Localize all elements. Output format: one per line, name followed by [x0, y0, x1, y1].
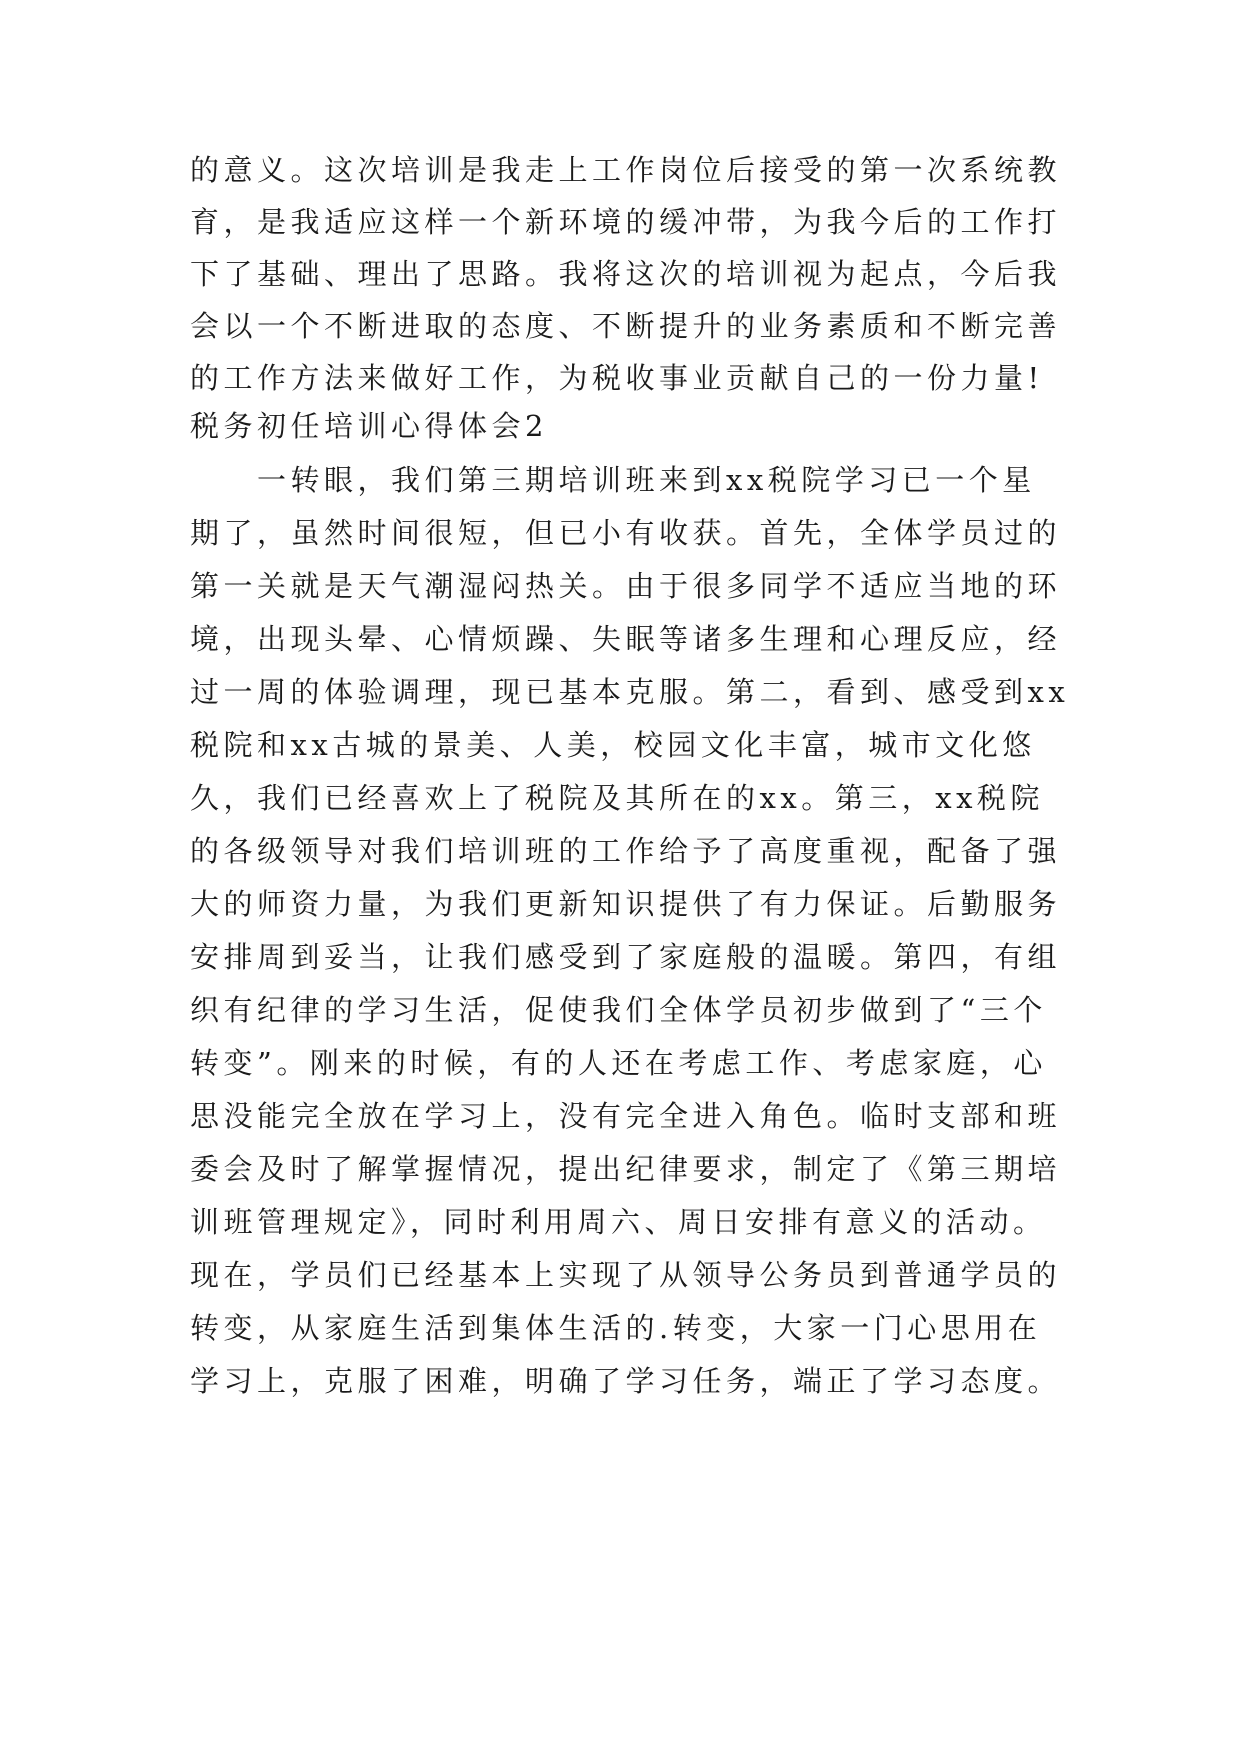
text-line: 现在，学员们已经基本上实现了从领导公务员到普通学员的 — [190, 1258, 1062, 1292]
text-line: 训班管理规定》，同时利用周六、周日安排有意义的活动。 — [190, 1205, 1047, 1239]
text-line: 的工作方法来做好工作，为税收事业贡献自己的一份力量! — [190, 361, 1044, 395]
text-line: 委会及时了解掌握情况，提出纪律要求，制定了《第三期培 — [190, 1152, 1062, 1186]
section-heading: 税务初任培训心得体会2 — [190, 409, 548, 443]
text-line: 思没能完全放在学习上，没有完全进入角色。临时支部和班 — [190, 1099, 1062, 1133]
text-line: 税院和xx古城的景美、人美，校园文化丰富，城市文化悠 — [190, 728, 1036, 762]
text-line: 转变，从家庭生活到集体生活的.转变，大家一门心思用在 — [190, 1311, 1042, 1345]
text-line: 育，是我适应这样一个新环境的缓冲带，为我今后的工作打 — [190, 205, 1062, 239]
text-line: 的各级领导对我们培训班的工作给予了高度重视，配备了强 — [190, 834, 1062, 868]
text-line: 转变”。刚来的时候，有的人还在考虑工作、考虑家庭，心 — [190, 1046, 1047, 1080]
text-line: 境，出现头晕、心情烦躁、失眠等诸多生理和心理反应，经 — [190, 622, 1062, 656]
text-line: 大的师资力量，为我们更新知识提供了有力保证。后勤服务 — [190, 887, 1062, 921]
text-line: 安排周到妥当，让我们感受到了家庭般的温暖。第四，有组 — [190, 940, 1062, 974]
text-line: 期了，虽然时间很短，但已小有收获。首先，全体学员过的 — [190, 516, 1062, 550]
text-line: 一转眼，我们第三期培训班来到xx税院学习已一个星 — [190, 463, 1036, 497]
text-line: 久，我们已经喜欢上了税院及其所在的xx。第三，xx税院 — [190, 781, 1044, 815]
text-line: 的意义。这次培训是我走上工作岗位后接受的第一次系统教 — [190, 153, 1062, 187]
text-line: 织有纪律的学习生活，促使我们全体学员初步做到了“三个 — [190, 993, 1047, 1027]
text-line: 过一周的体验调理，现已基本克服。第二，看到、感受到xx — [190, 675, 1070, 709]
text-line: 学习上，克服了困难，明确了学习任务，端正了学习态度。 — [190, 1364, 1062, 1398]
text-line: 下了基础、理出了思路。我将这次的培训视为起点，今后我 — [190, 257, 1062, 291]
text-line: 会以一个不断进取的态度、不断提升的业务素质和不断完善 — [190, 309, 1062, 343]
text-line: 第一关就是天气潮湿闷热关。由于很多同学不适应当地的环 — [190, 569, 1062, 603]
